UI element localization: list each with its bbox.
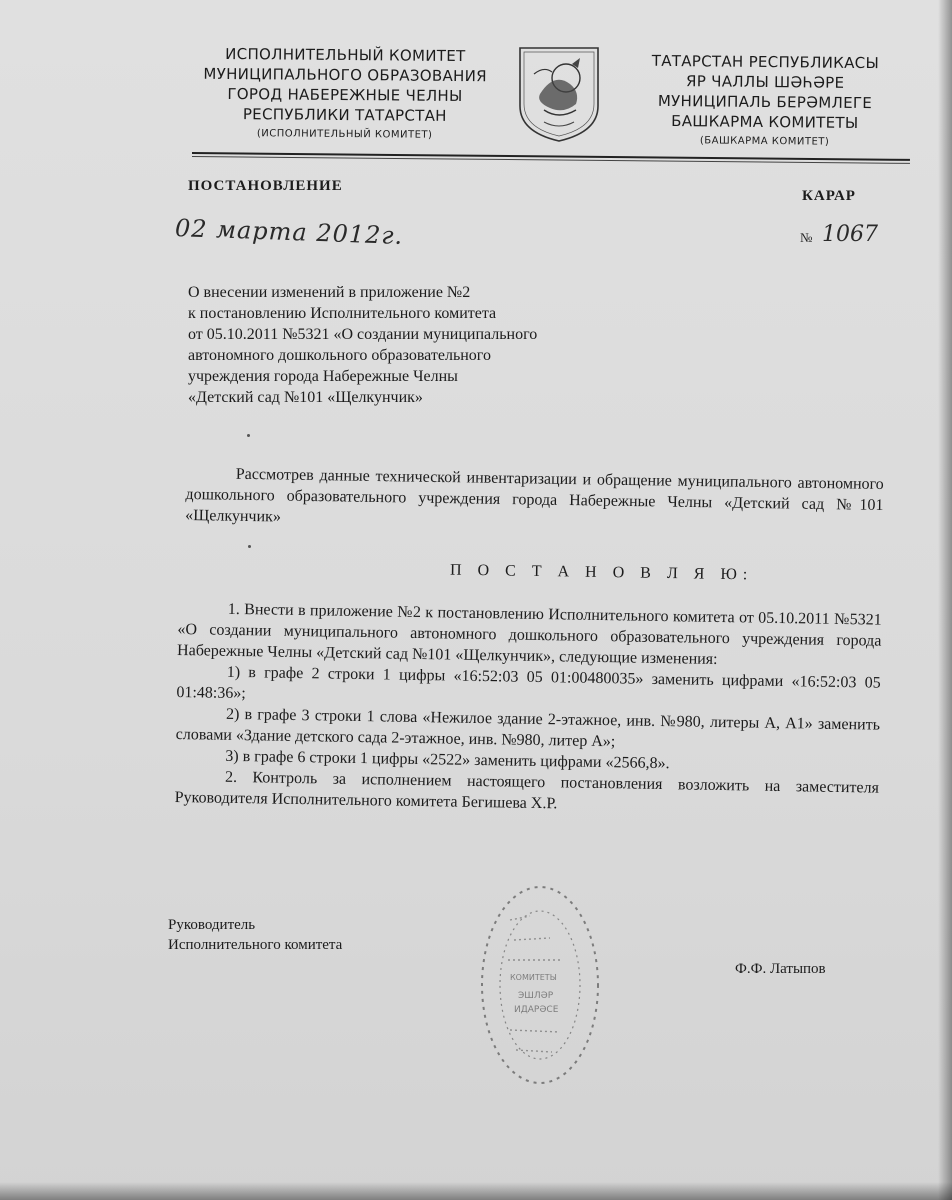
official-stamp-icon xyxy=(470,880,600,1090)
subject-line: О внесении изменений в приложение №2 xyxy=(188,284,471,301)
scan-speck xyxy=(247,434,250,437)
number-label: № xyxy=(800,230,813,245)
subject-line: к постановлению Исполнительного комитета xyxy=(188,305,497,322)
resolution-item: 2) в графе 3 строки 1 слова «Нежилое здание 2-этажное, инв. №980, литеры А, А1» заменить словами «Здание детского сада 2-этажное, инв. №980, литер А»; xyxy=(175,705,881,751)
subject-line: учреждения города Набережные Челны xyxy=(188,368,458,385)
header-right-line: БАШКАРМА КОМИТЕТЫ xyxy=(671,112,859,132)
header-left-line: РЕСПУБЛИКИ ТАТАРСТАН xyxy=(242,105,447,125)
header-right-line: ЯР ЧАЛЛЫ ШӘҺӘРЕ xyxy=(685,72,845,92)
header-right-line: МУНИЦИПАЛЬ БЕРӘМЛЕГЕ xyxy=(657,91,873,113)
scan-edge-shadow xyxy=(0,1182,952,1200)
header-right xyxy=(629,51,900,154)
resolution-item: 1. Внести в приложение №2 к постановлению Исполнительного комитета от 05.10.2011 №5321 «О создании муниципального автономного дошкольного образовательного учреждения города Набережные Челны «Детский сад №101 «Щелкунчик», следующие изменения: xyxy=(176,600,882,668)
signatory-position-line: Руководитель xyxy=(168,917,256,933)
header-right-sub: (БАШКАРМА КОМИТЕТ) xyxy=(699,135,830,148)
header-left-line: ИСПОЛНИТЕЛЬНЫЙ КОМИТЕТ xyxy=(225,44,466,66)
signatory-position xyxy=(168,915,342,955)
stamp-text: КОМИТЕТЫ xyxy=(510,973,557,982)
subject-block xyxy=(188,282,648,408)
subject-line: «Детский сад №101 «Щелкунчик» xyxy=(188,389,423,406)
stamp-text: ИДАРӘСЕ xyxy=(514,1005,559,1015)
handwritten-number: 1067 xyxy=(822,222,878,247)
scan-speck xyxy=(248,545,251,548)
header-left xyxy=(190,44,501,147)
signatory-position-line: Исполнительного комитета xyxy=(168,937,343,953)
doc-type-tt: КАРАР xyxy=(802,188,856,204)
subject-line: от 05.10.2011 №5321 «О создании муниципального xyxy=(188,326,538,343)
signatory-name: Ф.Ф. Латыпов xyxy=(735,961,826,977)
doc-type-ru: ПОСТАНОВЛЕНИЕ xyxy=(188,178,343,194)
header-left-line: МУНИЦИПАЛЬНОГО ОБРАЗОВАНИЯ xyxy=(203,64,487,86)
resolution-item: 1) в графе 2 строки 1 цифры «16:52:03 05 01:00480035» заменить цифрами «16:52:03 05 01:48:36»; xyxy=(176,663,881,703)
resolution-body xyxy=(175,598,882,820)
header-right-line: ТАТАРСТАН РЕСПУБЛИКАСЫ xyxy=(651,51,880,73)
preamble-paragraph: Рассмотрев данные технической инвентаризации и обращение муниципального автономного дошкольного образовательного учреждения города Набережные Челны «Детский сад №101 «Щелкунчик» xyxy=(185,465,884,526)
coat-of-arms-icon xyxy=(514,44,604,144)
resolution-item: 3) в графе 6 строки 1 цифры «2522» заменить цифрами «2566,8». xyxy=(225,747,670,773)
header-left-sub: (ИСПОЛНИТЕЛЬНЫЙ КОМИТЕТ) xyxy=(256,128,433,141)
resolution-item: 2. Контроль за исполнением настоящего постановления возложить на заместителя Руководителя Исполнительного комитета Бегишева Х.Р. xyxy=(174,768,880,813)
scan-edge-shadow xyxy=(938,0,952,1200)
resolve-heading: П О С Т А Н О В Л Я Ю: xyxy=(449,561,754,584)
handwritten-date: 02 марта 2012г. xyxy=(174,214,404,250)
subject-line: автономного дошкольного образовательного xyxy=(188,347,491,364)
stamp-text: ЭШЛӘР xyxy=(518,991,554,1001)
header-left-line: ГОРОД НАБЕРЕЖНЫЕ ЧЕЛНЫ xyxy=(227,84,463,106)
